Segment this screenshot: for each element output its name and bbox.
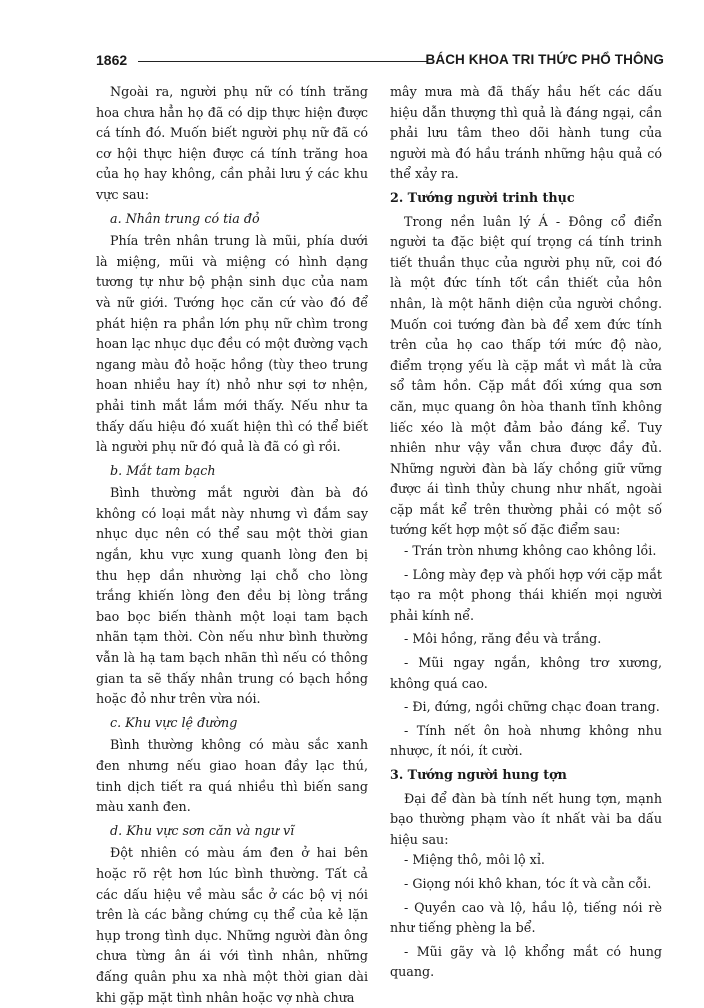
header-rule (138, 61, 428, 62)
list-item: - Môi hồng, răng đều và trắng. (404, 631, 602, 647)
list-item: - Lông mày đẹp và phối hợp với cặp mắt tạo ra một phong thái khiến mọi người phải kính nể. (390, 566, 662, 623)
paragraph: Đột nhiên có màu ám đen ở hai bên hoặc rõ rệt hơn lúc bình thường. Tất cả các dấu hiệu về màu sắc ở các bộ vị nói trên là các bằng chứng cụ thể của kẻ lặn hụp trong tình dục. Những người đàn ông chưa từng ân ái với tình nhân, những đấng quân phu xa nhà một thời gian dài khi gặp mặt tình nhân hoặc vợ nhà chưa (96, 845, 368, 1005)
paragraph: Trong nền luân lý Á - Đông cổ điển người ta đặc biệt quí trọng cá tính trinh tiết thuần thục của người phụ nữ, coi đó là một đức tính tốt cần thiết của hôn nhân, là một hãnh diện của người chồng. Muốn coi tướng đàn bà để xem đức tính trên của họ cao thấp tới mức độ nào, điểm trọng yếu là cặp mắt vì mắt là cửa sổ tâm hồn. Cặp mắt đối xứng qua sơn căn, mục quang ôn hòa thanh tĩnh không liếc xéo là một đảm bảo đáng kể. Tuy nhiên như vậy vẫn chưa được đầy đủ. Những người đàn bà lấy chồng giữ vững được ái tình thủy chung như nhất, ngoài cặp mắt kể trên thường phải có một số tướng kết hợp một số đặc điểm sau: (390, 213, 662, 538)
running-title: BÁCH KHOA TRI THỨC PHỔ THÔNG (425, 52, 664, 67)
subheading: a. Nhân trung có tia đỏ (110, 210, 260, 226)
paragraph: Đại để đàn bà tính nết hung tợn, mạnh bạo thường phạm vào ít nhất vài ba dấu hiệu sau: (390, 790, 662, 847)
subheading: d. Khu vực sơn căn và ngư vĩ (110, 822, 295, 838)
list-item: - Đi, đứng, ngồi chững chạc đoan trang. (404, 699, 660, 715)
list-item: - Miệng thô, môi lộ xỉ. (404, 852, 545, 868)
section-heading: 3. Tướng người hung tợn (390, 767, 567, 782)
subheading: b. Mắt tam bạch (110, 462, 216, 478)
list-item: - Giọng nói khô khan, tóc ít và cằn cỗi. (404, 875, 652, 891)
right-column (390, 82, 662, 986)
page-header (96, 52, 664, 74)
paragraph: Ngoài ra, người phụ nữ có tính trăng hoa chưa hẳn họ đã có dịp thực hiện được cá tính đó. Muốn biết người phụ nữ đã có cơ hội thực hiện được cá tính trăng hoa của họ hay không, cần phải lưu ý các khu vực sau: (96, 84, 368, 202)
section-heading: 2. Tướng người trinh thục (390, 189, 575, 205)
list-item: - Mũi ngay ngắn, không trơ xương, không quá cao. (390, 655, 662, 691)
page-number: 1862 (96, 52, 128, 68)
paragraph: Bình thường mắt người đàn bà đó không có loại mắt này nhưng vì đắm say nhục dục nên có thể sau một thời gian ngắn, khu vực xung quanh lòng đen bị thu hẹp dần nhường lại chỗ cho lòng trắng khiến lòng đen đều bị lòng trắng bao bọc biến thành một loại tam bạch nhãn tạm thời. Còn nếu như bình thường vẫn là hạ tam bạch nhãn thì nếu có thông gian ta sẽ thấy nhân trung có bạch hồng hoặc đỏ như trên vừa nói. (96, 485, 368, 707)
list-item: - Mũi gãy và lộ khổng mắt có hung quang. (390, 943, 662, 980)
list-item: - Tính nết ôn hoà nhưng không nhu nhược, ít nói, ít cười. (390, 722, 662, 759)
paragraph: mây mưa mà đã thấy hầu hết các dấu hiệu dẫn thượng thì quả là đáng ngại, cần phải lưu tâm theo dõi hành tung của người mà đó hầu tránh những hậu quả có thể xảy ra. (390, 84, 662, 182)
list-item: - Trán tròn nhưng không cao không lồi. (404, 543, 657, 559)
paragraph: Phía trên nhân trung là mũi, phía dưới là miệng, mũi và miệng có hình dạng tương tự như bộ phận sinh dục của nam và nữ giới. Tướng học căn cứ vào đó để phát hiện ra phần lớn phụ nữ chìm trong hoan lạc nhục dục đều có một đường vạch ngang màu đỏ hoặc hồng (tùy theo trung hoan nhiều hay ít) nhỏ như sợi tơ nhện, phải tinh mắt lắm mới thấy. Nếu như ta thấy dấu hiệu đó xuất hiện thì có thể biết là người phụ nữ đó quả là đã có gì rồi. (96, 233, 368, 455)
paragraph: Bình thường không có màu sắc xanh đen nhưng nếu giao hoan đầy lạc thú, tinh dịch tiết ra quá nhiều thì biến sang màu xanh đen. (96, 737, 368, 815)
list-item: - Quyền cao và lộ, hầu lộ, tiếng nói rè như tiếng phèng la bể. (390, 899, 662, 936)
subheading: c. Khu vực lệ đường (110, 714, 238, 730)
left-column (96, 82, 368, 1008)
